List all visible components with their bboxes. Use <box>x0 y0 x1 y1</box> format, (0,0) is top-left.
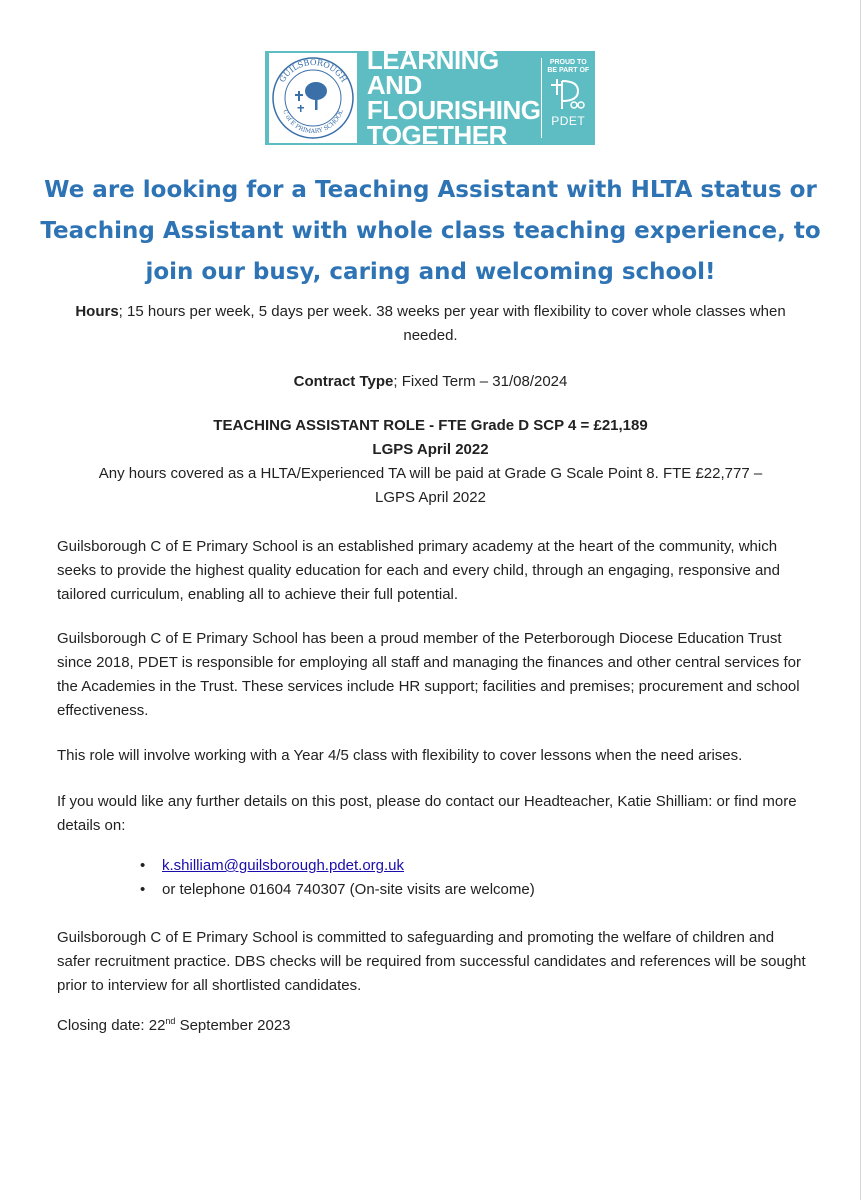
closing-date <box>57 1014 807 1038</box>
intro-paragraph: Guilsborough C of E Primary School is an established primary academy at the heart of the community, which seeks to provide the highest quality education for each and every child, through an engaging, responsive and tailored curriculum, enabling all to achieve their full potential. <box>57 538 780 603</box>
closing-prefix: Closing date: 22 <box>57 1017 166 1034</box>
safeguarding-paragraph: Guilsborough C of E Primary School is committed to safeguarding and promoting the welfare of children and safer recruitment practice. DBS checks will be required from successful candidates and references will be sought prior to interview for all shortlisted candidates. <box>57 929 806 994</box>
tagline-line-1: LEARNING AND <box>366 45 499 100</box>
proud-text-2: BE PART OF <box>547 66 590 74</box>
headline-line-1: We are looking for a Teaching Assistant with HLTA status or <box>44 177 817 203</box>
bullet: • <box>140 857 146 874</box>
contact-paragraph: If you would like any further details on this post, please do contact our Headteacher, Katie Shilliam: or find more details on: <box>57 793 797 834</box>
email-link[interactable]: k.shilliam@guilsborough.pdet.org.uk <box>162 857 405 874</box>
role-paragraph: This role will involve working with a Year 4/5 class with flexibility to cover lessons when the need arises. <box>57 747 743 764</box>
contract-section <box>40 370 821 394</box>
tagline-line-2: FLOURISHING <box>366 95 541 125</box>
hlta-text-2: LGPS April 2022 <box>375 489 486 506</box>
pdet-mark-icon <box>548 77 588 113</box>
headline <box>40 170 821 293</box>
bullet: • <box>140 881 146 898</box>
list-item-email <box>140 854 535 878</box>
svg-text:GUILSBOROUGH <box>278 58 349 84</box>
contact-list <box>140 854 535 902</box>
hlta-text-1: Any hours covered as a HLTA/Experienced TA will be paid at Grade G Scale Point 8. FTE £22,777 – <box>98 465 763 482</box>
pdet-logo <box>542 57 596 139</box>
crest-school-name-bottom: C of E PRIMARY SCHOOL <box>281 108 345 136</box>
closing-sup: nd <box>165 1016 176 1026</box>
banner-tagline <box>359 45 542 150</box>
crest-icon <box>270 55 356 141</box>
hours-section <box>40 300 821 348</box>
crest-school-name-top: GUILSBOROUGH <box>277 57 349 85</box>
headline-line-2: Teaching Assistant with whole class teaching experience, to <box>40 218 821 244</box>
tagline-line-3: TOGETHER <box>366 120 507 150</box>
role-title-2: LGPS April 2022 <box>372 441 489 458</box>
proud-text-1: PROUD TO <box>549 59 587 66</box>
trust-paragraph: Guilsborough C of E Primary School has been a proud member of the Peterborough Diocese Education Trust since 2018, PDET is responsible for employing all staff and managing the finances and other central services for the Academies in the Trust. These services include HR support; facilities and premises; procurement and school effectiveness. <box>57 630 802 719</box>
school-banner <box>265 45 595 150</box>
hours-text-2: needed. <box>403 327 458 344</box>
role-title-1: TEACHING ASSISTANT ROLE - FTE Grade D SCP 4 = £21,189 <box>213 417 648 434</box>
list-item-telephone <box>140 878 535 902</box>
contract-label: Contract Type <box>293 373 394 390</box>
hours-text-1: ; 15 hours per week, 5 days per week. 38 weeks per year with flexibility to cover whole classes when <box>118 303 786 320</box>
telephone-text: or telephone 01604 740307 (On-site visits are welcome) <box>162 881 535 898</box>
closing-suffix: September 2023 <box>175 1017 291 1034</box>
contract-text: ; Fixed Term – 31/08/2024 <box>393 373 568 390</box>
school-crest-logo <box>267 51 359 145</box>
pdet-name: PDET <box>551 114 586 128</box>
role-section <box>40 414 821 510</box>
hours-label: Hours <box>75 303 119 320</box>
headline-line-3: join our busy, caring and welcoming school! <box>145 259 716 285</box>
